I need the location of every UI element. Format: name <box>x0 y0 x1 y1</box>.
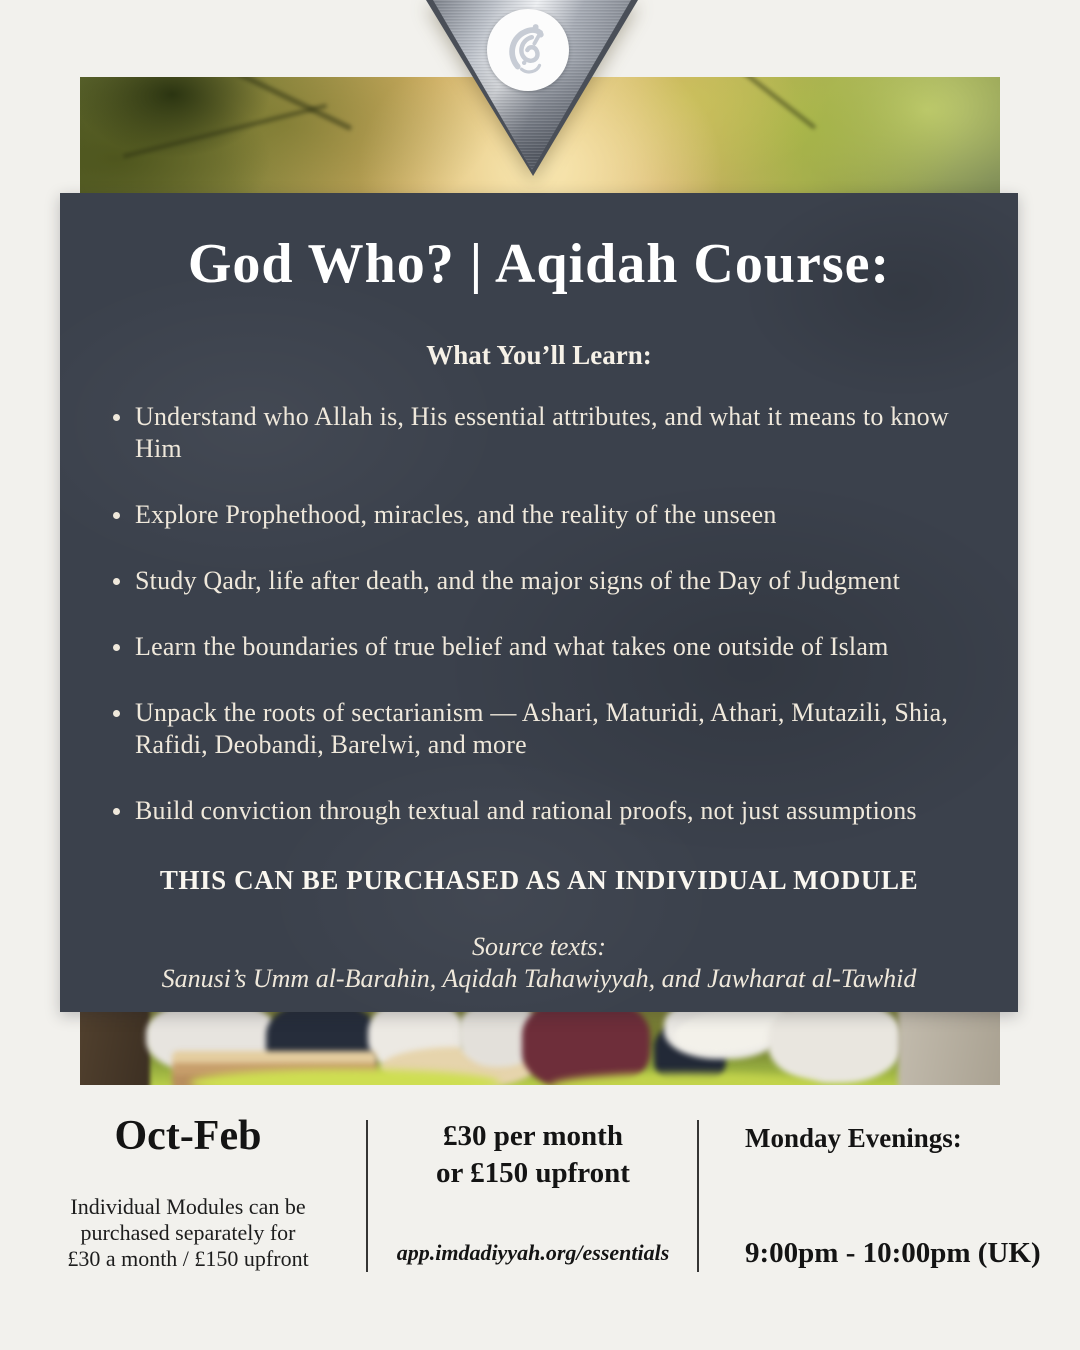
source-texts-line: Sanusi’s Umm al-Barahin, Aqidah Tahawiyyah, and Jawharat al-Tawhid <box>161 964 917 993</box>
branch-shape <box>704 77 817 130</box>
white-robe-figure <box>768 1011 902 1083</box>
list-item <box>113 499 965 531</box>
price-upfront: or £150 upfront <box>436 1157 630 1189</box>
bullet-icon <box>113 578 120 585</box>
course-card <box>60 193 1018 1012</box>
footer-schedule-column <box>745 1122 1075 1271</box>
learning-point-text: Unpack the roots of sectarianism — Ashari, Maturidi, Athari, Mutazili, Shia, Rafidi, Deobandi, Barelwi, and more <box>135 698 949 759</box>
date-range: Oct-Feb <box>114 1113 262 1159</box>
list-item <box>113 631 965 663</box>
course-title: God Who? | Aqidah Course: <box>187 233 891 295</box>
schedule-time: 9:00pm - 10:00pm (UK) <box>745 1237 1041 1269</box>
modules-note-line: purchased separately for <box>80 1220 296 1245</box>
learning-point-text: Explore Prophethood, miracles, and the reality of the unseen <box>135 500 777 529</box>
tree-trunk-right <box>898 1011 1000 1085</box>
footer-price-column <box>368 1118 698 1266</box>
bullet-icon <box>113 808 120 815</box>
list-item <box>113 795 965 827</box>
photo-tree-canopy <box>80 77 1000 194</box>
footer-dates-column <box>10 1112 366 1272</box>
source-texts-label: Source texts: <box>471 932 607 961</box>
branch-shape <box>123 104 328 159</box>
list-item <box>113 565 965 597</box>
bullet-icon <box>113 414 120 421</box>
bullet-icon <box>113 644 120 651</box>
list-item <box>113 401 965 465</box>
learning-point-text: Build conviction through textual and rational proofs, not just assumptions <box>135 796 917 825</box>
modules-note-line: Individual Modules can be <box>70 1194 306 1219</box>
modules-note <box>10 1194 366 1272</box>
bullet-icon <box>113 710 120 717</box>
calligraphy-logo-icon <box>496 18 560 82</box>
modules-note-line: £30 a month / £150 upfront <box>67 1246 309 1271</box>
learn-heading: What You’ll Learn: <box>426 340 652 370</box>
bullet-icon <box>113 512 120 519</box>
tree-trunk-left <box>80 1011 150 1085</box>
individual-module-note: THIS CAN BE PURCHASED AS AN INDIVIDUAL MODULE <box>159 865 919 895</box>
signup-url: app.imdadiyyah.org/essentials <box>396 1240 670 1265</box>
learning-point-text: Understand who Allah is, His essential attributes, and what it means to know Him <box>135 402 949 463</box>
schedule-day: Monday Evenings: <box>745 1123 962 1153</box>
price-per-month: £30 per month <box>443 1120 623 1152</box>
branch-shape <box>198 77 353 131</box>
photo-students-reading <box>80 1011 1000 1085</box>
learning-point-text: Learn the boundaries of true belief and what takes one outside of Islam <box>135 632 889 661</box>
learning-points-list <box>113 401 965 827</box>
list-item <box>113 697 965 761</box>
learning-point-text: Study Qadr, life after death, and the major signs of the Day of Judgment <box>135 566 900 595</box>
